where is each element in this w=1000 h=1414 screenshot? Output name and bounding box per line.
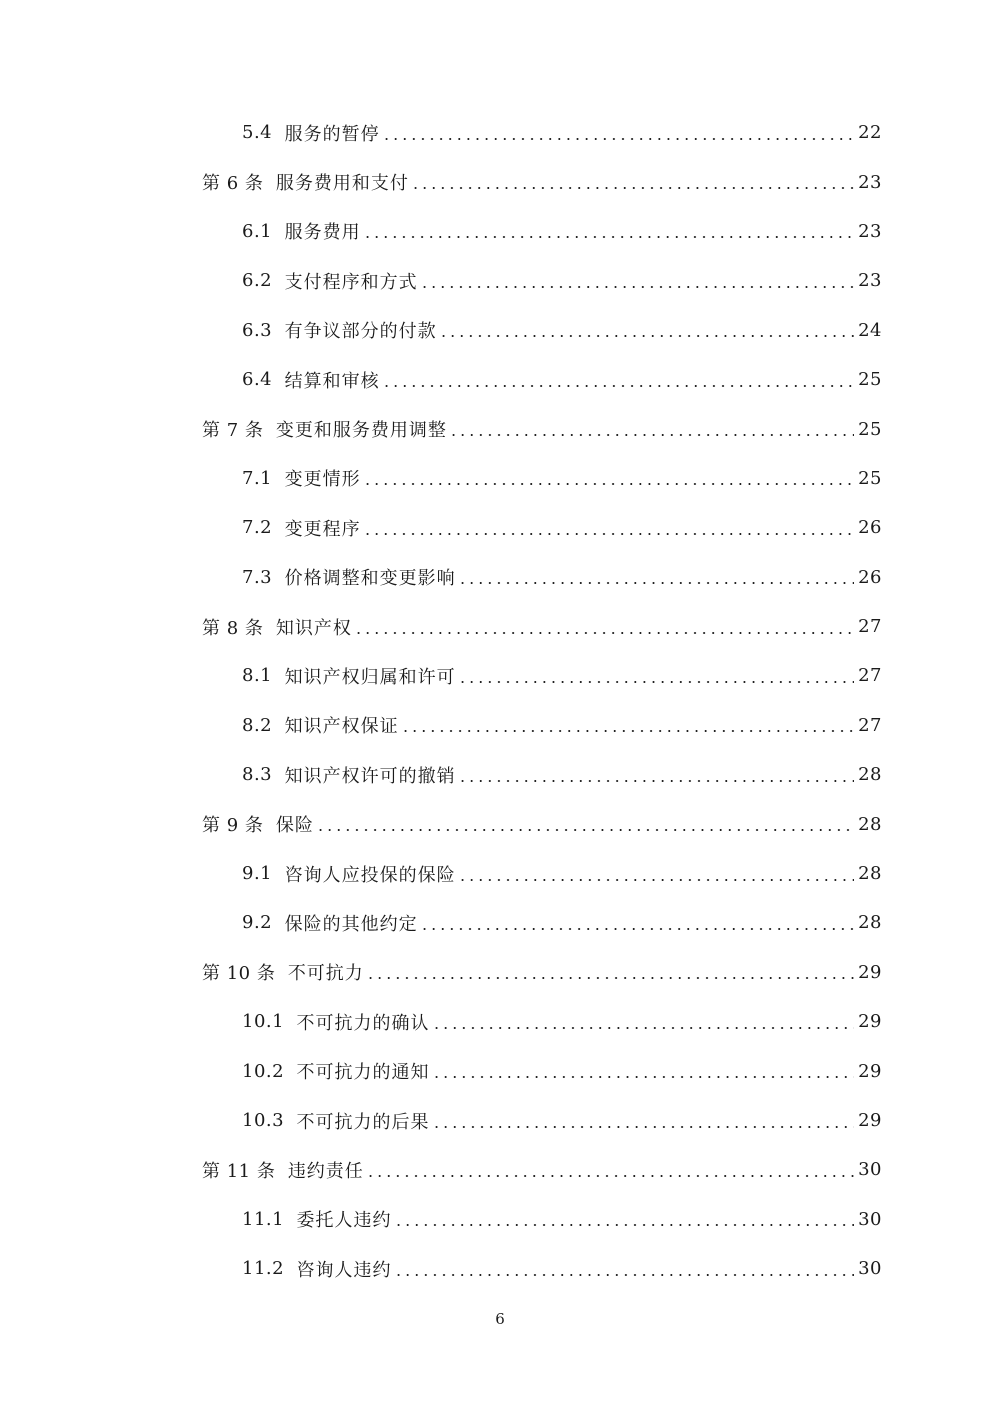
toc-entry-page-number: 24 (858, 319, 882, 341)
toc-section-entry (0, 1046, 1000, 1095)
toc-entry-title: 保险 (275, 815, 314, 837)
toc-section-entry (0, 1244, 1000, 1293)
toc-section-entry (0, 553, 1000, 602)
toc-entry-title: 咨询人应投保的保险 (284, 864, 456, 886)
toc-chapter-entry (0, 602, 1000, 651)
toc-chapter-entry (0, 1145, 1000, 1194)
toc-entry-gap (284, 1258, 296, 1279)
table-of-contents (0, 108, 1000, 1293)
toc-dot-leader (363, 533, 855, 535)
toc-entry-gap (272, 517, 284, 538)
toc-entry-page-number: 25 (858, 369, 882, 391)
toc-entry-number: 10.3 (242, 1110, 285, 1131)
toc-entry-number: 11.2 (242, 1258, 285, 1280)
toc-entry-title: 知识产权许可的撤销 (284, 765, 456, 787)
toc-entry-page-number: 28 (858, 764, 882, 786)
toc-entry-gap (275, 962, 287, 983)
toc-entry-page-number: 23 (858, 171, 882, 193)
toc-entry-gap (284, 1110, 296, 1131)
toc-entry-gap (272, 764, 284, 785)
toc-dot-leader (458, 582, 855, 584)
toc-chapter-entry (0, 948, 1000, 997)
toc-entry-page-number: 27 (858, 616, 882, 638)
toc-entry-title: 服务的暂停 (284, 123, 380, 145)
toc-entry-gap (263, 814, 275, 835)
toc-entry-page-number: 28 (858, 813, 882, 835)
toc-section-entry (0, 1195, 1000, 1244)
toc-entry-title: 违约责任 (287, 1160, 364, 1182)
toc-entry-number: 9.1 (242, 863, 273, 885)
toc-entry-title: 有争议部分的付款 (284, 321, 437, 343)
toc-entry-gap (272, 369, 284, 390)
toc-entry-number: 10.2 (242, 1060, 285, 1082)
toc-entry-gap (272, 715, 284, 736)
toc-entry-number: 第 7 条 (202, 420, 264, 442)
toc-dot-leader (432, 1126, 855, 1128)
toc-entry-page-number: 28 (858, 912, 882, 934)
toc-section-entry (0, 651, 1000, 700)
toc-dot-leader (363, 236, 855, 238)
toc-entry-title: 服务费用 (284, 222, 361, 244)
toc-entry-gap (272, 320, 284, 341)
toc-entry-title: 变更程序 (284, 518, 361, 540)
toc-section-entry (0, 454, 1000, 503)
toc-entry-page-number: 30 (858, 1208, 882, 1230)
toc-entry-number: 7.2 (242, 517, 273, 539)
toc-entry-title: 服务费用和支付 (275, 173, 409, 195)
toc-section-entry (0, 701, 1000, 750)
toc-entry-gap (272, 122, 284, 143)
toc-entry-title: 知识产权归属和许可 (284, 666, 456, 688)
toc-dot-leader (354, 632, 854, 634)
toc-dot-leader (458, 681, 855, 683)
toc-entry-number: 6.2 (242, 270, 273, 292)
toc-dot-leader (439, 335, 855, 337)
toc-dot-leader (382, 385, 855, 387)
toc-dot-leader (316, 829, 854, 831)
toc-entry-page-number: 29 (858, 1060, 882, 1082)
toc-entry-page-number: 26 (858, 517, 882, 539)
toc-section-entry (0, 306, 1000, 355)
toc-chapter-entry (0, 157, 1000, 206)
toc-entry-title: 知识产权 (275, 617, 352, 639)
toc-entry-title: 不可抗力的通知 (296, 1062, 430, 1084)
toc-entry-title: 不可抗力 (287, 963, 364, 985)
toc-entry-number: 8.3 (242, 764, 273, 786)
toc-entry-page-number: 27 (858, 665, 882, 687)
toc-dot-leader (394, 1224, 855, 1226)
toc-dot-leader (363, 483, 855, 485)
toc-chapter-entry (0, 799, 1000, 848)
footer-page-number: 6 (495, 1310, 505, 1328)
toc-entry-gap (284, 1061, 296, 1082)
toc-dot-leader (458, 780, 855, 782)
toc-entry-page-number: 25 (858, 418, 882, 440)
toc-entry-number: 6.4 (242, 369, 273, 391)
toc-entry-title: 不可抗力的后果 (296, 1111, 430, 1133)
toc-entry-number: 第 8 条 (202, 617, 264, 639)
toc-dot-leader (394, 1274, 855, 1276)
toc-entry-title: 结算和审核 (284, 370, 380, 392)
toc-entry-page-number: 29 (858, 961, 882, 983)
toc-entry-page-number: 25 (858, 467, 882, 489)
toc-section-entry (0, 355, 1000, 404)
toc-entry-number: 8.1 (242, 665, 273, 687)
toc-section-entry (0, 503, 1000, 552)
toc-entry-number: 7.1 (242, 467, 273, 489)
toc-entry-gap (275, 1159, 287, 1180)
toc-entry-gap (272, 468, 284, 489)
toc-entry-title: 不可抗力的确认 (296, 1012, 430, 1034)
toc-chapter-entry (0, 404, 1000, 453)
toc-entry-title: 支付程序和方式 (284, 271, 418, 293)
toc-dot-leader (432, 1027, 855, 1029)
toc-entry-number: 8.2 (242, 714, 273, 736)
toc-entry-gap (263, 172, 275, 193)
toc-section-entry (0, 849, 1000, 898)
toc-entry-number: 6.3 (242, 319, 273, 341)
toc-entry-number: 第 11 条 (202, 1160, 276, 1182)
toc-entry-page-number: 22 (858, 122, 882, 144)
toc-entry-page-number: 29 (858, 1011, 882, 1033)
toc-entry-number: 7.3 (242, 566, 273, 588)
toc-entry-page-number: 26 (858, 566, 882, 588)
toc-section-entry (0, 1096, 1000, 1145)
toc-section-entry (0, 898, 1000, 947)
toc-entry-title: 咨询人违约 (296, 1259, 392, 1281)
toc-entry-title: 知识产权保证 (284, 716, 399, 738)
toc-entry-page-number: 27 (858, 714, 882, 736)
toc-entry-gap (284, 1209, 296, 1230)
toc-section-entry (0, 997, 1000, 1046)
toc-entry-gap (272, 863, 284, 884)
toc-entry-gap (272, 270, 284, 291)
toc-entry-title: 价格调整和变更影响 (284, 568, 456, 590)
toc-entry-number: 10.1 (242, 1011, 285, 1033)
toc-dot-leader (382, 138, 855, 140)
toc-dot-leader (420, 928, 855, 930)
toc-entry-gap (263, 616, 275, 637)
toc-entry-gap (272, 912, 284, 933)
toc-entry-page-number: 30 (858, 1258, 882, 1280)
toc-dot-leader (411, 187, 854, 189)
toc-entry-page-number: 23 (858, 270, 882, 292)
toc-entry-gap (263, 419, 275, 440)
toc-entry-title: 变更和服务费用调整 (275, 420, 447, 442)
toc-entry-title: 保险的其他约定 (284, 913, 418, 935)
toc-entry-page-number: 28 (858, 863, 882, 885)
toc-section-entry (0, 207, 1000, 256)
toc-section-entry (0, 256, 1000, 305)
toc-dot-leader (432, 1076, 855, 1078)
toc-dot-leader (458, 879, 855, 881)
toc-entry-title: 变更情形 (284, 469, 361, 491)
toc-entry-number: 第 6 条 (202, 173, 264, 195)
toc-entry-page-number: 23 (858, 220, 882, 242)
toc-dot-leader (366, 1175, 854, 1177)
toc-entry-gap (272, 221, 284, 242)
toc-entry-number: 5.4 (242, 122, 273, 144)
toc-entry-number: 第 9 条 (202, 815, 264, 837)
toc-section-entry (0, 750, 1000, 799)
toc-dot-leader (401, 730, 855, 732)
toc-entry-number: 6.1 (242, 220, 273, 242)
toc-entry-gap (272, 665, 284, 686)
toc-entry-page-number: 29 (858, 1110, 882, 1131)
toc-entry-number: 第 10 条 (202, 963, 276, 985)
toc-entry-title: 委托人违约 (296, 1210, 392, 1232)
toc-entry-gap (272, 567, 284, 588)
toc-entry-page-number: 30 (858, 1159, 882, 1181)
toc-dot-leader (420, 286, 855, 288)
toc-entry-number: 9.2 (242, 912, 273, 934)
toc-entry-gap (284, 1011, 296, 1032)
toc-dot-leader (366, 977, 854, 979)
toc-section-entry (0, 108, 1000, 157)
toc-entry-number: 11.1 (242, 1208, 285, 1230)
toc-dot-leader (449, 434, 854, 436)
